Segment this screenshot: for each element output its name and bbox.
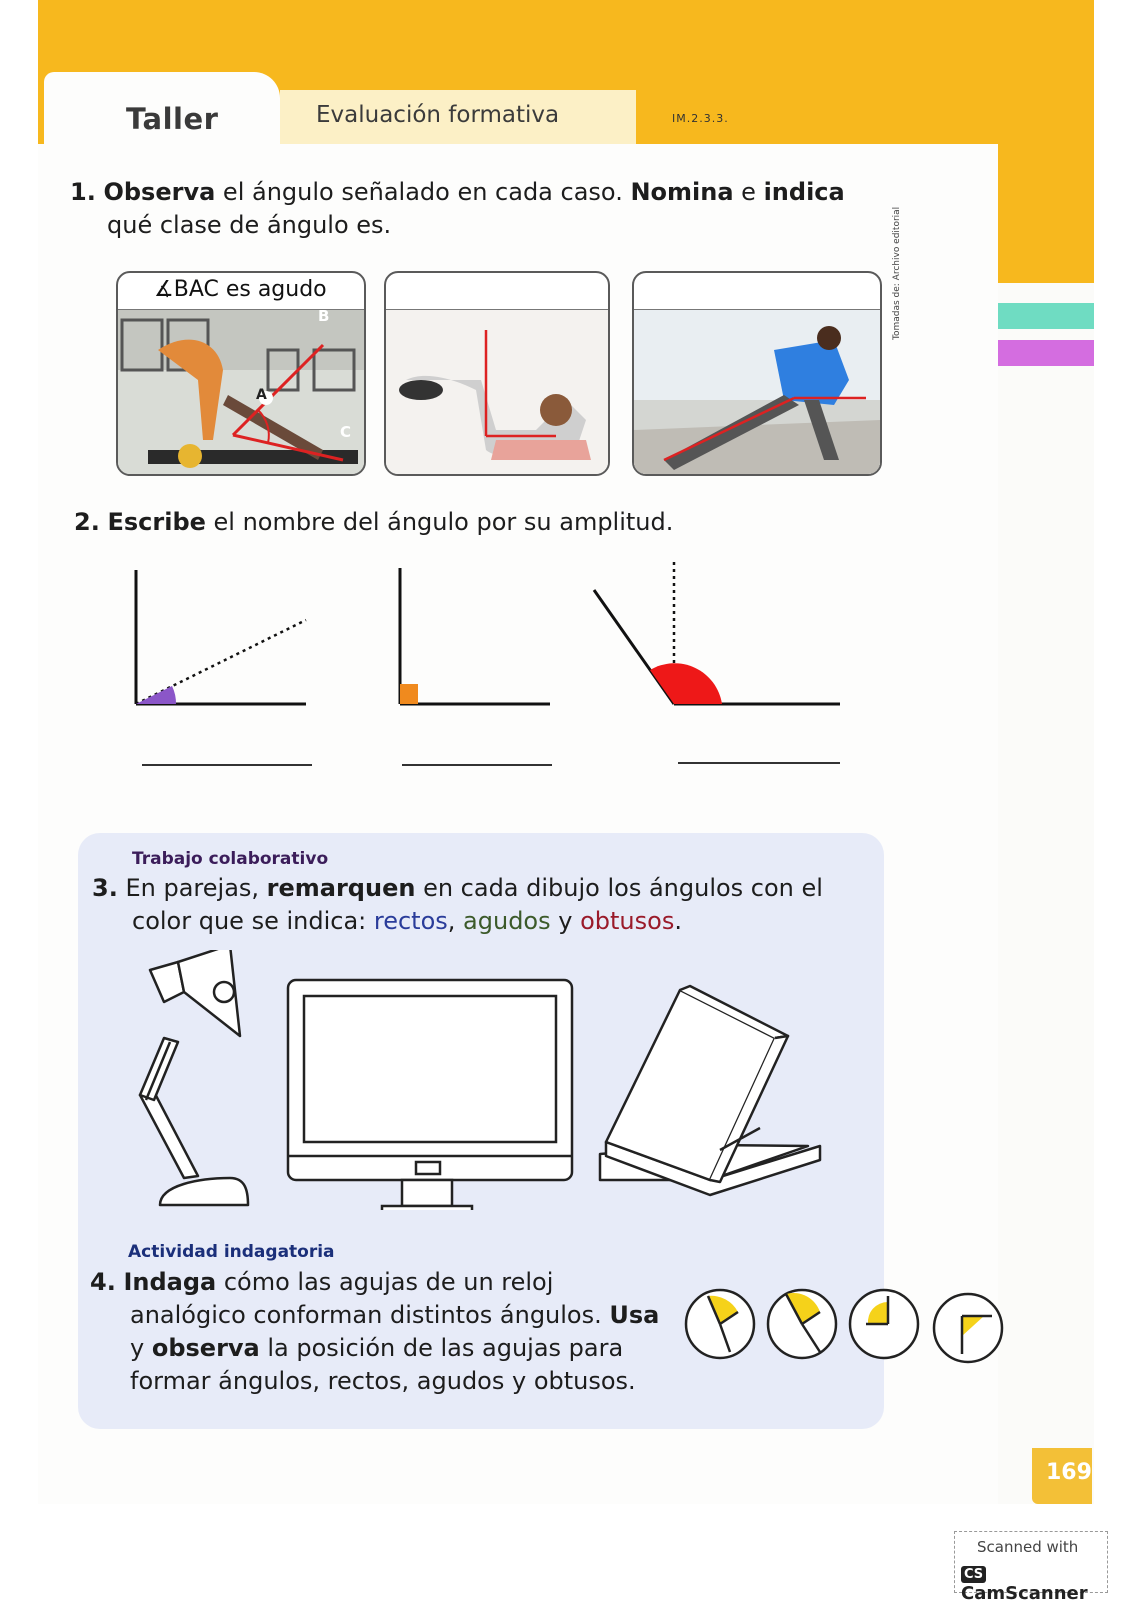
q4-text-line1: cómo las agujas de un reloj: [216, 1268, 554, 1296]
answer-blank-3[interactable]: [678, 762, 840, 764]
tab-taller-label: Taller: [126, 102, 219, 136]
clock-faces: [680, 1282, 1010, 1372]
tab-evaluacion-label: Evaluación formativa: [316, 102, 560, 128]
q4-keyword-indaga: Indaga: [123, 1268, 217, 1296]
photo-2-label-blank: [386, 273, 608, 310]
q4-text-line2: analógico conforman distintos ángulos.: [130, 1301, 610, 1329]
scanner-line1: Scanned with: [977, 1538, 1079, 1556]
lamp-drawing: [140, 950, 248, 1205]
q1-text-part: e: [733, 178, 764, 206]
photo-3-illustration: [634, 310, 880, 475]
q4-keyword-usa: Usa: [609, 1301, 660, 1329]
camscanner-logo-icon: CS: [961, 1566, 986, 1583]
acute-angle-diagram: [136, 570, 306, 704]
question-3-text: [92, 872, 872, 938]
photo-3-exercise: [632, 271, 882, 476]
box-drawing: [600, 986, 820, 1195]
side-tab-teal: [998, 303, 1094, 329]
q3-text-part: color que se indica:: [132, 907, 374, 935]
clock-4: [934, 1294, 1002, 1362]
q3-subtitle: Trabajo colaborativo: [132, 849, 329, 869]
page-number-tab: [1032, 1448, 1092, 1504]
question-3-number: 3.: [92, 874, 118, 902]
q4-text-line4: formar ángulos, rectos, agudos y obtusos.: [130, 1367, 636, 1395]
q4-text-line3b: la posición de las agujas para: [259, 1334, 624, 1362]
q1-keyword-nomina: Nomina: [630, 178, 734, 206]
q4-text-line3: y: [130, 1334, 152, 1362]
photo-3-label-blank: [634, 273, 880, 310]
question-4-number: 4.: [90, 1268, 116, 1296]
side-tab-pink: [998, 340, 1094, 366]
q3-text-part: En parejas,: [125, 874, 267, 902]
q1-keyword-indica: indica: [763, 178, 845, 206]
tab-evaluacion: [280, 90, 636, 144]
vertex-label-c: C: [340, 423, 352, 441]
answer-blank-2[interactable]: [402, 764, 552, 766]
curriculum-code: IM.2.3.3.: [672, 112, 729, 125]
clock-3: [850, 1290, 918, 1358]
q3-text-part: y: [550, 907, 581, 935]
q1-text-part: el ángulo señalado en cada caso.: [215, 178, 631, 206]
q3-keyword-remarquen: remarquen: [266, 874, 416, 902]
right-angle-diagram: [400, 568, 550, 704]
scanner-line2: [961, 1562, 1107, 1604]
photo-2-illustration: [386, 310, 608, 475]
question-4-text: [90, 1266, 670, 1398]
scanner-brand: CamScanner: [961, 1583, 1088, 1604]
photo-credit: Tomadas de: Archivo editorial: [892, 206, 902, 340]
q3-text-part: ,: [447, 907, 464, 935]
color-word-rectos: rectos: [373, 907, 448, 935]
photo-1-illustration: [118, 310, 364, 475]
vertex-label-a: A: [256, 387, 267, 403]
q2-text-part: el nombre del ángulo por su amplitud.: [205, 508, 674, 536]
photo-1-label: ∡BAC es agudo: [118, 273, 364, 310]
monitor-drawing: [288, 980, 572, 1210]
obtuse-angle-diagram: [594, 562, 840, 704]
q3-text-part: .: [674, 907, 682, 935]
question-1-number: 1.: [70, 178, 96, 206]
color-word-obtusos: obtusos: [580, 907, 675, 935]
clock-1: [686, 1290, 754, 1358]
page-margin: [998, 283, 1094, 1504]
angle-diagrams: [120, 560, 840, 730]
q4-keyword-observa: observa: [151, 1334, 260, 1362]
q3-drawings: [120, 950, 840, 1210]
tab-taller: [44, 72, 280, 162]
question-2-number: 2.: [74, 508, 100, 536]
q4-subtitle: Actividad indagatoria: [128, 1242, 335, 1262]
q2-keyword-escribe: Escribe: [107, 508, 206, 536]
color-word-agudos: agudos: [463, 907, 551, 935]
answer-blank-1[interactable]: [142, 764, 312, 766]
question-1-text: [70, 176, 910, 242]
photo-2-exercise: [384, 271, 610, 476]
q1-keyword-observa: Observa: [103, 178, 216, 206]
page-number: 169: [1046, 1460, 1092, 1485]
vertex-label-b: B: [318, 307, 330, 325]
camscanner-watermark: [954, 1531, 1108, 1604]
q3-text-part: en cada dibujo los ángulos con el: [415, 874, 823, 902]
clock-2: [768, 1290, 836, 1358]
photo-1-exercise: [116, 271, 366, 476]
question-2-text: [74, 506, 874, 539]
q1-text-line2: qué clase de ángulo es.: [107, 211, 392, 239]
